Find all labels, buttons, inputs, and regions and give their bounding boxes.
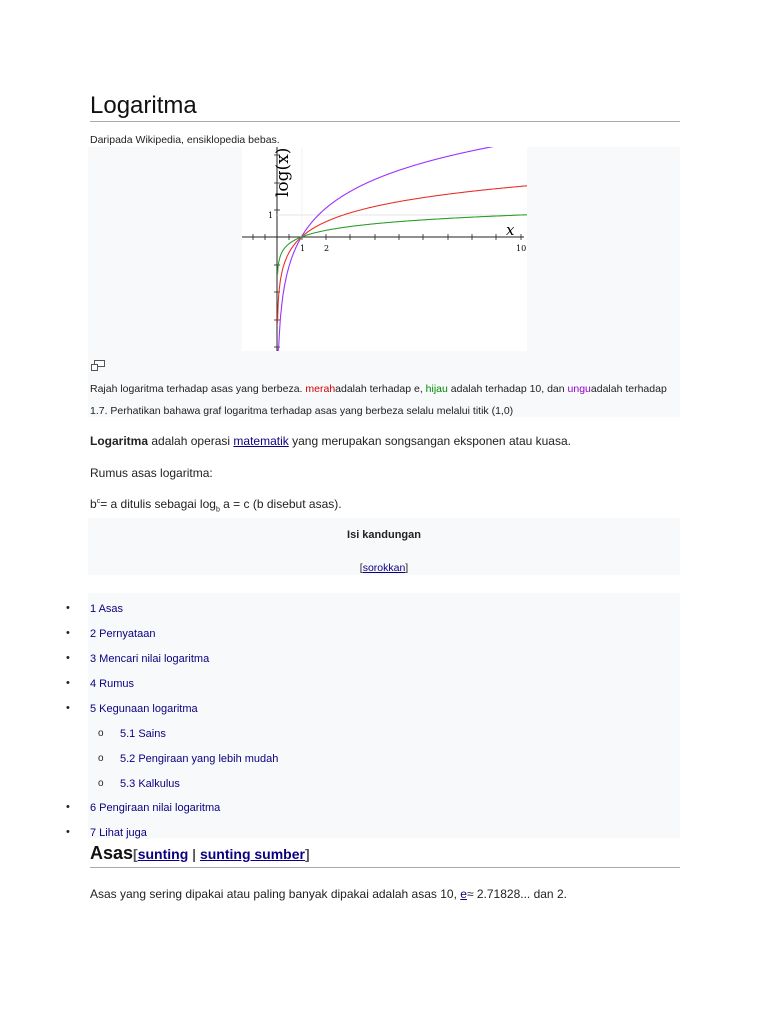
caption-purple: ungu: [567, 383, 591, 395]
formula-text-1: = a ditulis sebagai log: [100, 497, 216, 511]
toc-item-pengiraan-mudah[interactable]: 5.2 Pengiraan yang lebih mudah: [120, 753, 279, 765]
toc-bullet: •: [66, 826, 70, 838]
toc-item-lihat-juga[interactable]: 7 Lihat juga: [90, 827, 147, 839]
formula-log-base: b: [215, 506, 220, 514]
x-axis-label: x: [506, 221, 515, 239]
edit-separator: |: [188, 846, 200, 862]
tagline: Daripada Wikipedia, ensiklopedia bebas.: [90, 134, 280, 146]
y-tick-label-1: 1: [268, 211, 274, 220]
page-title: Logaritma: [90, 92, 197, 119]
section-text-1: Asas yang sering dipakai atau paling banyak dipakai adalah asas 10,: [90, 887, 461, 901]
x-tick-label-2: 2: [324, 244, 330, 253]
toc-item-mencari-nilai[interactable]: 3 Mencari nilai logaritma: [90, 653, 210, 665]
section-edit-links: [133, 846, 310, 862]
toc-item-kegunaan[interactable]: 5 Kegunaan logaritma: [90, 703, 198, 715]
section-divider: [90, 867, 680, 868]
link-e[interactable]: e: [460, 887, 467, 901]
toc-item-rumus[interactable]: 4 Rumus: [90, 678, 135, 690]
formula-base: b: [90, 497, 97, 511]
section-text-2: ≈ 2.71828... dan 2.: [466, 887, 567, 901]
log-graph-svg: [242, 147, 527, 351]
toc-bullet: •: [66, 602, 70, 614]
log-curve-red: [278, 186, 528, 323]
toc-bullet: •: [66, 627, 70, 639]
log-curve-purple: [278, 147, 528, 351]
toc-item-sains[interactable]: 5.1 Sains: [120, 728, 166, 740]
section-title: Asas: [90, 843, 134, 863]
caption-text-4: adalah terhadap 1.7. Perhatikan bahawa graf logaritma terhadap asas yang berbeza selalu melalui titik (1,0): [90, 383, 667, 417]
formula-line: [90, 497, 342, 513]
intro-paragraph: [90, 434, 571, 448]
x-tick-label-1: 1: [300, 244, 306, 253]
toc-item-pernyataan[interactable]: 2 Pernyataan: [90, 628, 156, 640]
formula-exponent: c: [96, 498, 101, 505]
toc-header: [88, 518, 680, 575]
section-paragraph: [90, 887, 567, 901]
enlarge-icon[interactable]: [91, 360, 105, 371]
y-axis-label: log(x): [273, 147, 293, 197]
toc-sub-bullet: o: [98, 728, 104, 739]
title-divider: [90, 121, 680, 122]
log-graph-figure[interactable]: [242, 147, 527, 351]
section-heading-asas: [90, 843, 310, 864]
edit-bracket-open: [: [133, 846, 138, 862]
caption-text-2: adalah terhadap e,: [335, 383, 426, 395]
caption-text-1: Rajah logaritma terhadap asas yang berbeza.: [90, 383, 306, 395]
toc-bullet: •: [66, 801, 70, 813]
edit-bracket-close: ]: [304, 846, 310, 862]
intro-text-1: adalah operasi: [148, 434, 234, 448]
toc-toggle: [88, 562, 680, 574]
toc-item-asas[interactable]: 1 Asas: [90, 603, 124, 615]
toc-sub-bullet: o: [98, 778, 104, 789]
x-tick-label-10: 10: [516, 244, 527, 253]
toc-bullet: •: [66, 702, 70, 714]
toc-item-kalkulus[interactable]: 5.3 Kalkulus: [120, 778, 180, 790]
toc-bullet: •: [66, 677, 70, 689]
intro-bold-term: Logaritma: [90, 434, 149, 448]
formula-text-2: a = c (b disebut asas).: [219, 497, 342, 511]
edit-link[interactable]: sunting: [137, 846, 189, 862]
figure-caption: [90, 378, 680, 422]
intro-text-2: yang merupakan songsangan eksponen atau kuasa.: [288, 434, 571, 448]
toc-bracket-open: [: [359, 562, 363, 574]
toc-item-pengiraan-nilai[interactable]: 6 Pengiraan nilai logaritma: [90, 802, 221, 814]
link-matematik[interactable]: matematik: [233, 434, 289, 448]
toc-bullet: •: [66, 652, 70, 664]
toc-bracket-close: ]: [405, 562, 409, 574]
toc-hide-link[interactable]: sorokkan: [362, 562, 406, 574]
formula-heading: Rumus asas logaritma:: [90, 466, 213, 480]
caption-green: hijau: [425, 383, 448, 395]
toc-sub-bullet: o: [98, 753, 104, 764]
log-curve-green: [278, 215, 528, 275]
caption-red: merah: [305, 383, 336, 395]
toc-title: Isi kandungan: [347, 529, 421, 541]
edit-source-link[interactable]: sunting sumber: [199, 846, 305, 862]
caption-text-3: adalah terhadap 10, dan: [447, 383, 568, 395]
